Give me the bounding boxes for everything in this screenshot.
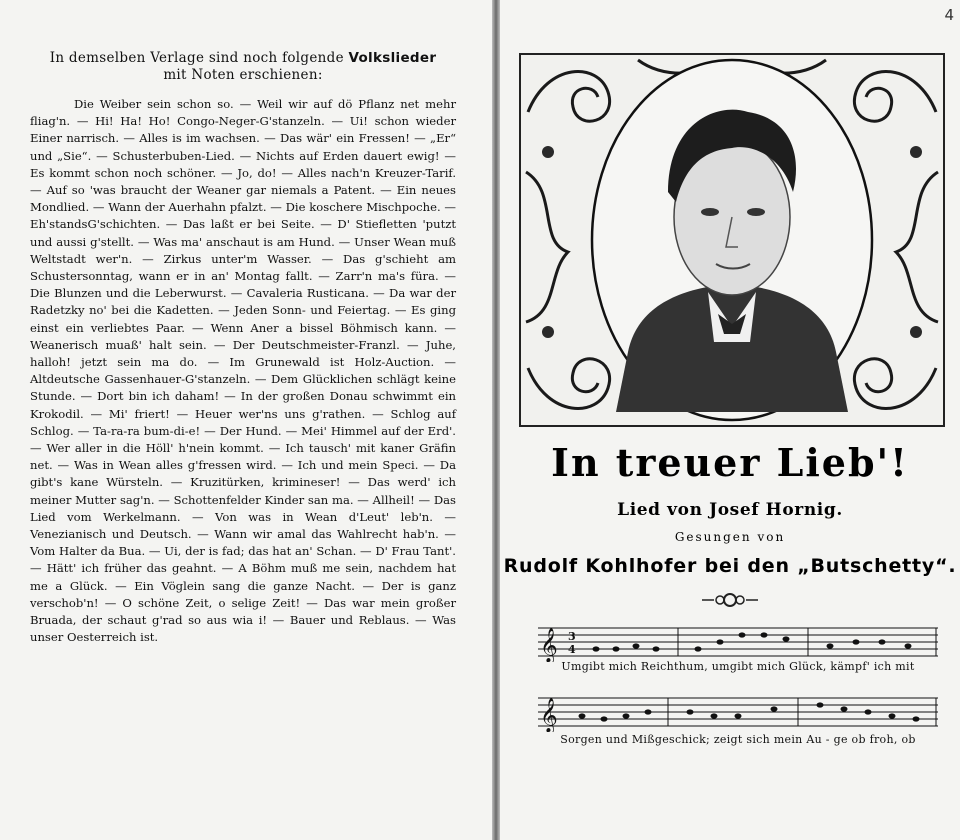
header-line-1: In demselben Verlage sind noch folgende <box>49 50 344 66</box>
divider-ornament <box>700 590 760 610</box>
header-bold-word: Volkslieder <box>348 50 437 66</box>
catalog-body-text: Die Weiber sein schon so. — Weil wir auf dö Pflanz net mehr fliag'n. — Hi! Ha! Ho! Congo-Neger-G'stanzeln. — Ui! schon wieder Einer narrisch. — Alles is im wachsen. — Das wär' ein Fressen! — „Er“ und „Sie“. — Schusterbuben-Lied. — Nichts auf Erden dauert ewig! — Es kommt schon noch schöner. — Jo, do! — Alles nach'n Kreuzer-Tarif. — Auf so 'was braucht der Weaner gar niemals a Patent. — Ein neues Mondlied. — Wann der Auerhahn pfalzt. — Die koschere Mischpoche. — Eh'standsG'schichten. — Das laßt er bei Seite. — D' Stiefletten 'putzt und aussi g'stellt. — Was ma' anschaut is am Hund. — Unser Wean muß Weltstadt wer'n. — Zirkus unter'm Wasser. — Das g'schieht am Schustersonntag, wann er in an' Montag fallt. — Zarr'n ma's füra. — Die Blunzen und die Leberwurst. — Cavaleria Rusticana. — Da war der Radetzky no' bei die Kadetten. — Jeden Sonn- und Feiertag. — Es ging einst ein verliebtes Paar. — Wenn Aner a bissel Böhmisch kann. — Weanerisch muaß' halt sein. — Der Deutschmeister-Franzl. — Juhe, halloh! jetzt sein ma do. — Im Grunewald ist Holz-Auction. — Altdeutsche Gassenhauer-G'stanzeln. — Dem Glücklichen schlägt keine Stunde. — Dort bin ich daham! — In der großen Donau schwimmt ein Krokodil. — Mi' friert! — Heuer wer'ns uns g'rathen. — Schlog auf Schlog. — Ta-ra-ra bum-di-e! — Der Hund. — Mei' Himmel auf der Erd'. — Wer aller in die Höll' h'nein kommt. — Ich tausch' mit kaner Gräfin net. — Was in Wean alles g'fressen wird. — Ich und mein Speci. — Da gibt's kane Würsteln. — Kruzitürken, krimineser! — Das werd' ich meiner Mutter sag'n. — Schottenfelder Kinder san ma. — Allheil! — Das Lied vom Werkelmann. — Von was in Wean d'Leut' leb'n. — Venezianisch und Deutsch. — Wann wir amal das Wahlrecht hab'n. — Vom Halter da Bua. — Ui, der is fad; das hat an' Schan. — D' Frau Tant'. — Hätt' ich früher das geahnt. — A Böhm muß me sein, nachdem hat me a Glück. — Ein Vöglein sang die ganze Nacht. — Der is ganz verschob'n! — O schöne Zeit, o selige Zeit! — Das war mein großer Bruada, der schaut g'rad so aus wia i! — Bauer und Reblaus. — Was unser Oesterreich ist. <box>30 97 456 645</box>
svg-text:4: 4 <box>568 643 576 656</box>
right-page <box>500 0 960 840</box>
svg-text:𝄞: 𝄞 <box>540 698 558 732</box>
song-title: In treuer Lieb'! <box>551 440 909 485</box>
catalog-header <box>30 50 456 84</box>
lyric-line-1: Umgibt mich Reichthum, umgibt mich Glück, kämpf' ich mit <box>561 660 915 673</box>
ornamental-portrait-frame <box>518 52 946 428</box>
svg-text:3: 3 <box>568 630 576 643</box>
sung-by-label: Gesungen von <box>674 530 786 544</box>
music-staff-1 <box>538 622 938 662</box>
header-line-2: mit Noten erschienen: <box>163 67 323 83</box>
music-staff-2 <box>538 692 938 732</box>
lyric-line-2: Sorgen und Mißgeschick; zeigt sich mein Au - ge ob froh, ob <box>560 733 916 746</box>
book-gutter <box>492 0 500 840</box>
performer-name: Rudolf Kohlhofer bei den „Butschetty“. <box>503 555 957 577</box>
page-corner-mark: 4 <box>944 6 954 24</box>
svg-text:𝄞: 𝄞 <box>540 628 558 662</box>
song-subtitle: Lied von Josef Hornig. <box>617 500 843 520</box>
